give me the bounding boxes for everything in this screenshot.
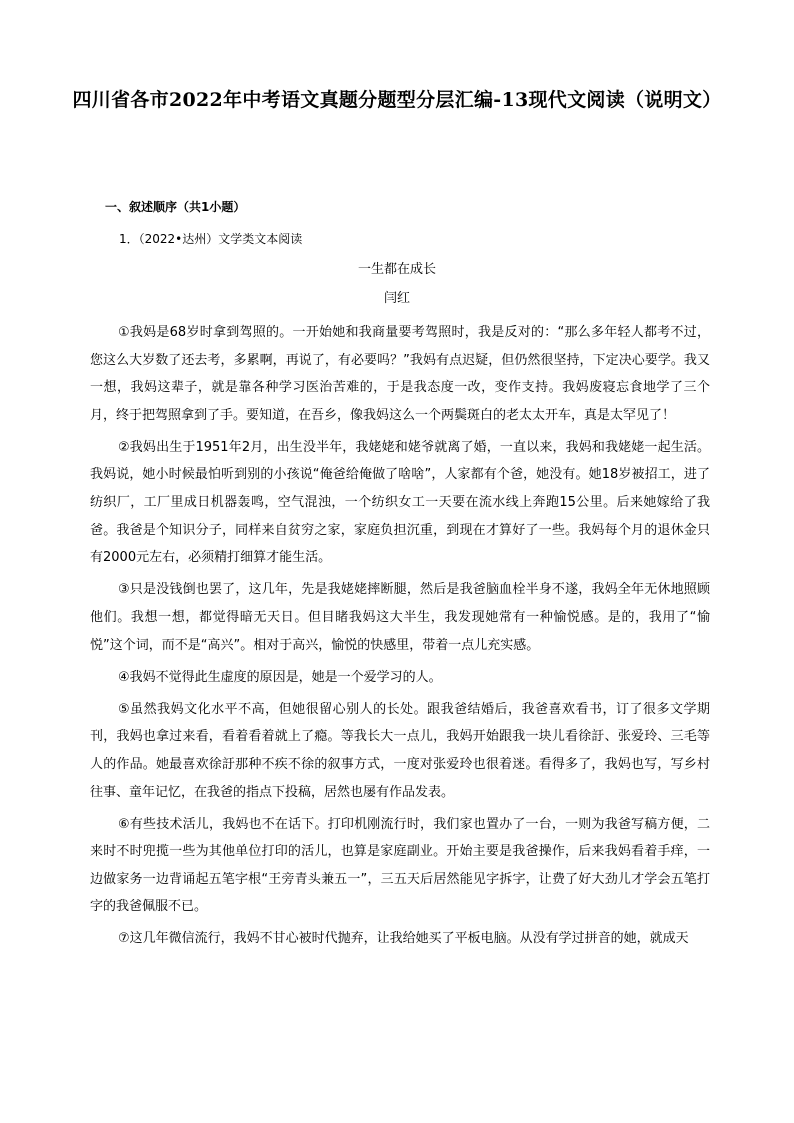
paragraph-7: ⑦这几年微信流行，我妈不甘心被时代抛弃，让我给她买了平板电脑。从没有学过拼音的她，就成天 bbox=[118, 931, 689, 947]
paragraph-6: ⑥有些技术活儿，我妈也不在话下。打印机刚流行时，我们家也置办了一台，一则为我爸写稿方便，二来时不时兜揽一些为其他单位打印的活儿，也算是家庭副业。开始主要是我爸操作，后来我妈看着手痒，一边做家务一边背诵起五笔字根“王旁青头兼五一”，三五天后居然能见字拆字，让费了好大劲儿才学会五笔打字的我爸佩服不已。 bbox=[90, 816, 710, 915]
paragraph-1: ①我妈是68岁时拿到驾照的。一开始她和我商量要考驾照时，我是反对的：“那么多年轻人都考不过，您这么大岁数了还去考，多累啊，再说了，有必要吗？”我妈有点迟疑，但仍然很坚持，下定决心要学。我又一想，我妈这辈子，就是靠各种学习医治苦难的，于是我态度一改，变作支持。我妈废寝忘食地学了三个月，终于把驾照拿到了手。要知道，在吾乡，像我妈这么一个两鬓斑白的老太太开车，真是太罕见了！ bbox=[90, 325, 710, 423]
paragraph-4: ④我妈不觉得此生虚度的原因是，她是一个爱学习的人。 bbox=[118, 669, 442, 685]
article-body bbox=[90, 319, 710, 958]
paragraph-2: ②我妈出生于1951年2月，出生没半年，我姥姥和姥爷就离了婚，一直以来，我妈和我姥姥一起生活。我妈说，她小时候最怕听到别的小孩说“俺爸给俺做了啥啥”，人家都有个爸，她没有。她18岁被招工，进了纺织厂，工厂里成日机器轰鸣，空气混浊，一个纺织女工一天要在流水线上奔跑15公里。后来她嫁给了我爸。我爸是个知识分子，同样来自贫穷之家，家庭负担沉重，到现在才算好了一些。我妈每个月的退休金只有2000元左右，必须精打细算才能生活。 bbox=[90, 439, 710, 566]
article-author: 闫红 bbox=[383, 291, 410, 306]
paragraph-5: ⑤虽然我妈文化水平不高，但她很留心别人的长处。跟我爸结婚后，我爸喜欢看书，订了很多文学期刊，我妈也拿过来看，看着看着就上了瘾。等我长大一点儿，我妈开始跟我一块儿看徐訏、张爱玲、三毛等人的作品。她最喜欢徐訏那种不疾不徐的叙事方式，一度对张爱玲也很着迷。看得多了，我妈也写，写乡村往事、童年记忆，在我爸的指点下投稿，居然也屡有作品发表。 bbox=[90, 701, 710, 800]
paragraph-3: ③只是没钱倒也罢了，这几年，先是我姥姥摔断腿，然后是我爸脑血栓半身不遂，我妈全年无休地照顾他们。我想一想，都觉得暗无天日。但目睹我妈这大半生，我发现她常有一种愉悦感。是的，我用了“愉悦”这个词，而不是“高兴”。相对于高兴，愉悦的快感里，带着一点儿充实感。 bbox=[90, 582, 710, 653]
question-label: 1．（2022•达州）文学类文本阅读 bbox=[119, 232, 303, 246]
section-heading: 一、叙述顺序（共1小题） bbox=[105, 200, 246, 214]
document-title: 四川省各市2022年中考语文真题分题型分层汇编-13现代文阅读（说明文） bbox=[72, 89, 722, 111]
article-title: 一生都在成长 bbox=[357, 262, 436, 277]
